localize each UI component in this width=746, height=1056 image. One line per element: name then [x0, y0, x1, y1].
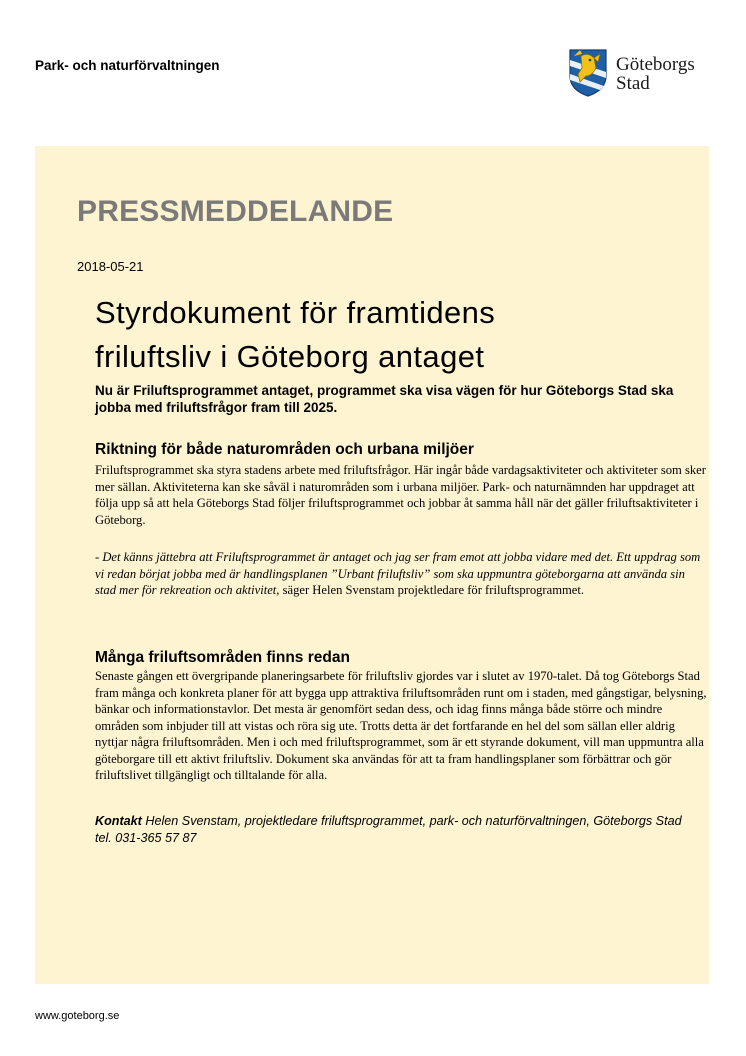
headline — [95, 291, 695, 379]
city-crest-icon — [566, 46, 610, 98]
section-body-riktning: Friluftsprogrammet ska styra stadens arbete med friluftsfrågor. Här ingår både vardagsaktiviteter och aktiviteter som sker mer sällan. Aktiviteterna kan ske såväl i naturområden som i urbana miljöer. Park- och naturnämnden har uppdraget att följa upp så att hela Göteborgs Stad följer friluftsprogrammet och jobbar åt samma håll när det gäller friluftsaktiviteter i Göteborg. — [95, 463, 706, 527]
footer-website-link[interactable]: www.goteborg.se — [35, 1010, 120, 1022]
press-release-panel — [35, 146, 709, 984]
goteborgs-stad-logo — [566, 46, 716, 98]
headline-line-2: friluftsliv i Göteborg antaget — [95, 339, 485, 374]
logo-line-goteborgs: Göteborgs — [616, 54, 695, 75]
lead-paragraph: Nu är Friluftsprogrammet antaget, programmet ska visa vägen för hur Göteborgs Stad ska jobba med friluftsfrågor fram till 2025. — [95, 383, 674, 415]
section-heading-manga: Många friluftsområden finns redan — [95, 649, 350, 666]
department-name: Park- och naturförvaltningen — [35, 58, 220, 73]
quote-paragraph — [95, 549, 707, 599]
quote-text: - Det känns jättebra att Friluftsprogrammet är antaget och jag ser fram emot att jobba vidare med det. Ett uppdrag som vi redan börjat jobba med är handlingsplanen ”Urbant friluftsliv” som ska uppmuntra göteborgarna att använda sin stad mer för rekreation och aktivitet, — [95, 550, 701, 597]
contact-label: Kontakt — [95, 814, 142, 828]
logo-line-stad: Stad — [616, 73, 650, 94]
press-release-label: PRESSMEDDELANDE — [77, 195, 394, 228]
quote-attribution: säger Helen Svenstam projektledare för friluftsprogrammet. — [279, 583, 585, 597]
headline-line-1: Styrdokument för framtidens — [95, 295, 496, 330]
section-heading-riktning: Riktning för både naturområden och urbana miljöer — [95, 441, 474, 458]
contact-text: Helen Svenstam, projektledare friluftsprogrammet, park- och naturförvaltningen, Göteborgs Stad tel. 031-365 57 87 — [95, 814, 682, 845]
section-body-manga: Senaste gången ett övergripande planeringsarbete för friluftsliv gjordes var i slutet av 1970-talet. Då tog Göteborgs Stad fram många och konkreta planer för att bygga upp attraktiva friluftsområden runt om i staden, med gångstigar, belysning, bänkar och informationstavlor. Det mesta är genomfört sedan dess, och idag finns många både större och mindre områden som inbjuder till att vistas och röra sig ute. Trotts detta är det fortfarande en hel del som sällan eller aldrig nyttjar några friluftsområden. Men i och med friluftsprogrammet, som är ett styrande dokument, vill man uppmuntra alla göteborgare till ett aktivt friluftsliv. Dokument ska användas för att ta fram handlingsplaner som förbättrar och gör friluftslivet tillgängligt och tilltalande för alla. — [95, 669, 707, 782]
logo-wordmark — [616, 55, 695, 93]
release-date: 2018-05-21 — [77, 259, 144, 274]
contact-info — [95, 813, 695, 847]
